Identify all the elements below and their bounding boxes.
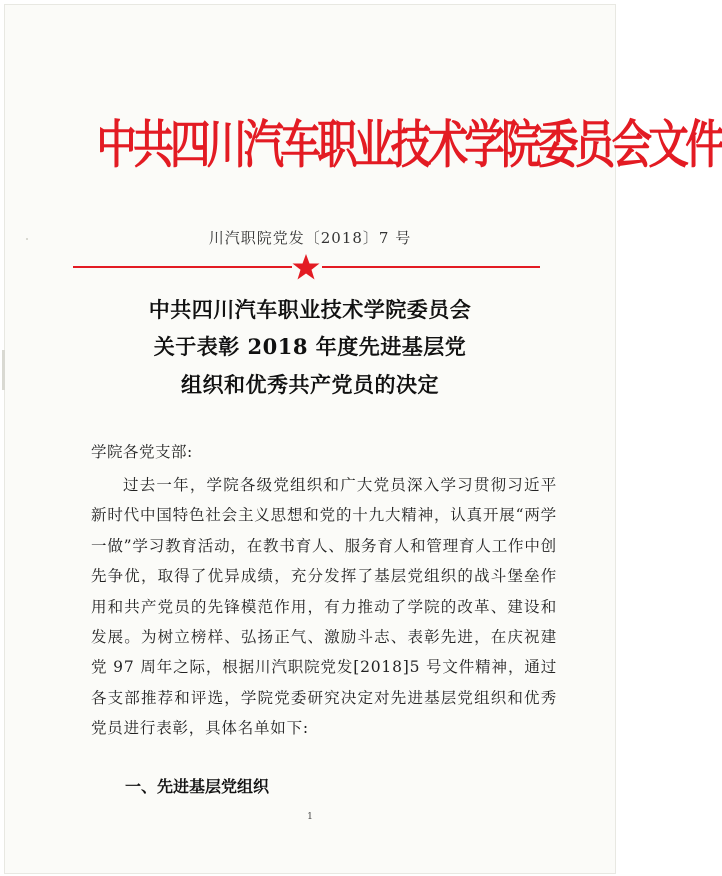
section-heading: 一、先进基层党组织 (125, 777, 270, 796)
red-divider-right (322, 266, 540, 268)
red-star-icon (291, 253, 321, 281)
document-title-line-2: 关于表彰 2018 年度先进基层党 (153, 334, 467, 359)
document-red-header: 中共四川汽车职业技术学院委员会文件 (96, 115, 722, 176)
page-number: 1 (307, 812, 313, 822)
red-divider-left (73, 266, 292, 268)
body-paragraph: 过去一年，学院各级党组织和广大党员深入学习贯彻习近平新时代中国特色社会主义思想和党的十九大精神，认真开展“两学一做”学习教育活动，在教书育人、服务育人和管理育人工作中创先争优，取得了优异成绩，充分发挥了基层党组织的战斗堡垒作用和共产党员的先锋模范作用，有力推动了学院的改革、建设和发展。为树立榜样、弘扬正气、激励斗志、表彰先进，在庆祝建党 97 周年之际，根据川汽职院党发[2018]5 号文件精神，通过各支部推荐和评选，学院党委研究决定对先进基层党组织和优秀党员进行表彰，具体名单如下: (91, 476, 557, 738)
salutation: 学院各党支部: (91, 443, 193, 461)
document-title-line-1: 中共四川汽车职业技术学院委员会 (148, 297, 472, 322)
document-title-line-3: 组织和优秀共产党员的决定 (181, 372, 439, 397)
document-number: 川汽职院党发〔2018〕7 号 (208, 229, 412, 247)
